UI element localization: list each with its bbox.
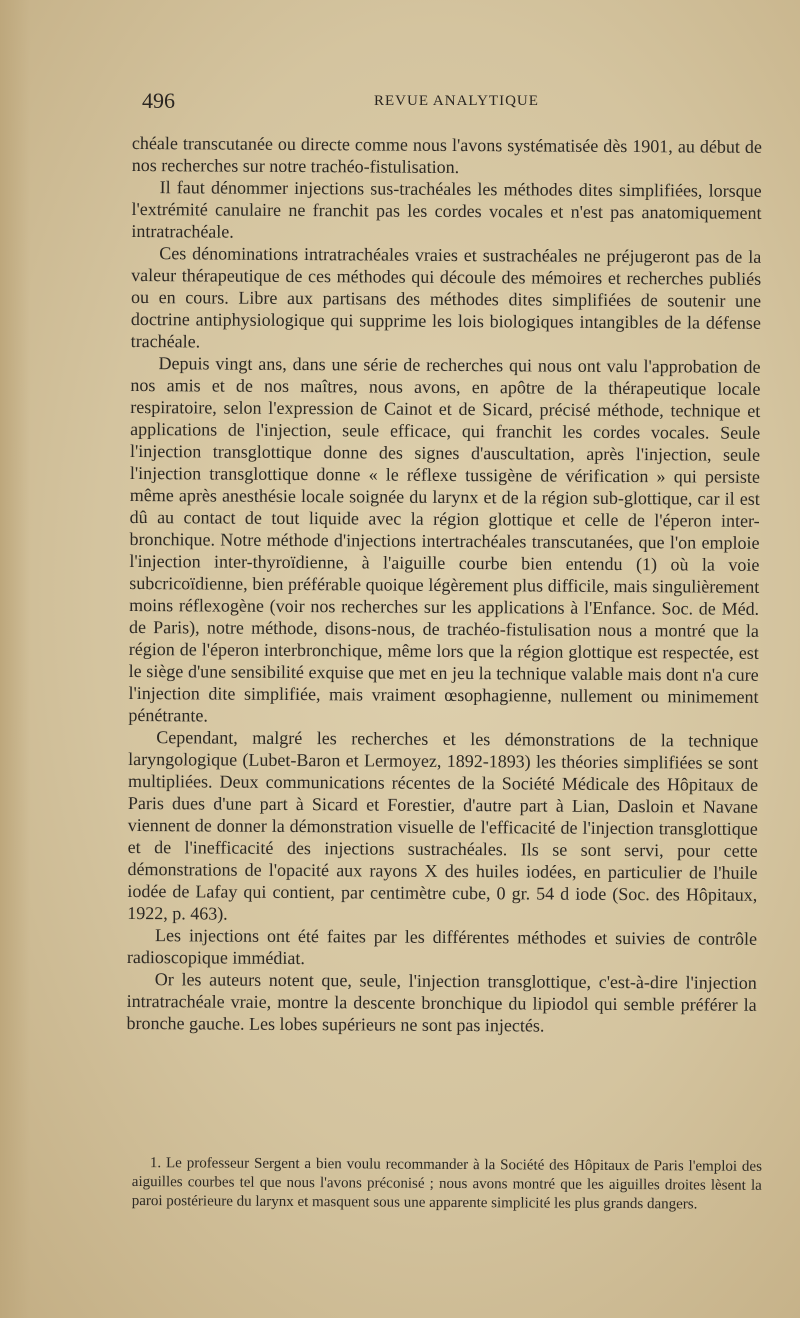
- paragraph-6: Les injections ont été faites par les différentes méthodes et suivies de contrôle radioscopique immédiat.: [126, 925, 758, 969]
- page-shadow-edge: [0, 0, 30, 1318]
- page-number: 496: [142, 88, 175, 113]
- paragraph-7: Or les auteurs notent que, seule, l'injection transglottique, c'est-à-dire l'injection intratrachéale vraie, montre la descente bronchique du lipiodol qui semble préférer la bronche gauche. Les lobes supérieurs ne sont pas injectés.: [126, 969, 757, 1036]
- paragraph-4: Depuis vingt ans, dans une série de recherches qui nous ont valu l'approbation de nos amis et de nos maîtres, nous avons, en apôtre de la thérapeutique locale respiratoire, selon l'expression de Cainot et de Sicard, précisé méthode, technique et applications de l'injection, seule efficace, qui franchit les cordes vocales. Seule l'injection transglottique donne des signes d'auscultation, après l'injection, seule l'injection transglottique donne « le réflexe tussigène de vérification » qui persiste même après anesthésie locale soignée du larynx et de la région sub-glottique, car il est dû au contact de tout liquide avec la région glottique et celle de l'éperon inter-bronchique. Notre méthode d'injections intertrachéales transcutanées, que l'on emploie l'injection inter-thyroïdienne, à l'aiguille courbe bien entendu (1) où la voie subcricoïdienne, bien préférable quoique légèrement plus difficile, mais singulièrement moins réflexogène (voir nos recherches sur les applications à l'Enfance. Soc. de Méd. de Paris), notre méthode, disons-nous, de trachéo-fistulisation nous a montré que la région de l'éperon interbronchique, même lors que la région glottique est respectée, est le siège d'une sensibilité exquise que met en jeu la technique valable mais dont n'a cure l'injection dite simplifiée, mais vraiment œsophagienne, nullement ou minimement pénétrante.: [128, 353, 761, 726]
- page-header: [142, 88, 770, 114]
- paragraph-2: Il faut dénommer injections sus-trachéales les méthodes dites simplifiées, lorsque l'extrémité canulaire ne franchit pas les cordes vocales et n'est pas anatomiquement intratrachéale.: [131, 177, 762, 242]
- paragraph-5: Cependant, malgré les recherches et les démonstrations de la technique laryngologique (Lubet-Baron et Lermoyez, 1892-1893) les théories simplifiées se sont multipliées. Deux communications récentes de la Société Médicale des Hôpitaux de Paris dues d'une part à Sicard et Forestier, d'autre part à Lian, Dasloin et Navane viennent de donner la démonstration visuelle de l'efficacité de l'injection transglottique et de l'inefficacité des injections sustrachéales. Ils se sont servi, pour cette démonstrations de l'opacité aux rayons X des huiles iodées, en particulier de l'huile iodée de Lafay qui contient, par centimètre cube, 0 gr. 54 d iode (Soc. des Hôpitaux, 1922, p. 463).: [127, 727, 759, 924]
- body-text: [126, 132, 761, 1038]
- footnote: [132, 1154, 762, 1215]
- paragraph-3: Ces dénominations intratrachéales vraies et sustrachéales ne préjugeront pas de la valeur thérapeutique de ces méthodes qui découle des mémoires et recherches publiés ou en cours. Libre aux partisans des méthodes dites simplifiées de soutenir une doctrine antiphysiologique qui supprime les lois biologiques intangibles de la défense trachéale.: [130, 243, 762, 352]
- footnote-text: 1. Le professeur Sergent a bien voulu recommander à la Société des Hôpitaux de Paris l'emploi des aiguilles courbes tel que nous l'avons préconisé ; nous avons montré que les aiguilles droites lèsent la paroi postérieure du larynx et masquent sous une apparente simplicité les plus grands dangers.: [131, 1155, 762, 1213]
- paragraph-1: chéale transcutanée ou directe comme nous l'avons systématisée dès 1901, au début de nos recherches sur notre trachéo-fistulisation.: [131, 132, 762, 177]
- running-title: REVUE ANALYTIQUE: [374, 93, 539, 109]
